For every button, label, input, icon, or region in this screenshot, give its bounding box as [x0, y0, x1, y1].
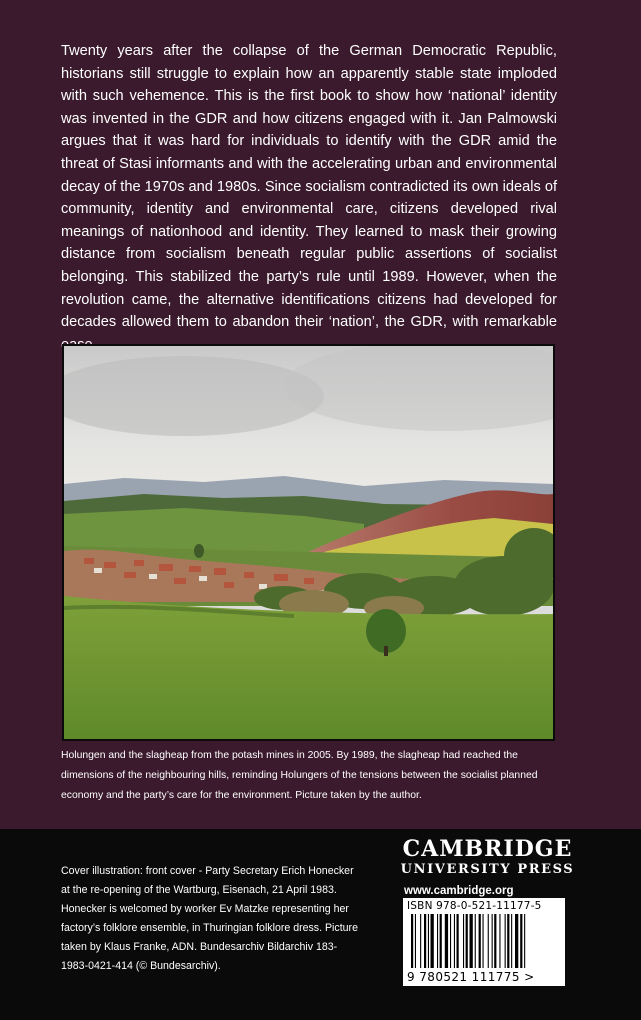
barcode-bar [511, 914, 512, 968]
barcode-bar [445, 914, 448, 968]
barcode-bar [507, 914, 509, 968]
barcode-bar [450, 914, 451, 968]
barcode-bar [520, 914, 522, 968]
barcode [403, 898, 565, 986]
barcode-bar [492, 914, 493, 968]
barcode-bar [524, 914, 525, 968]
barcode-bar [454, 914, 455, 968]
cover-illustration-credits: Cover illustration: front cover - Party Secretary Erich Honecker at the re-opening of the Wartburg, Eisenach, 21 April 1983. Honecker is welcomed by worker Ev Matzke representing her factory’s folklore ensemble, in Thuringian folklore dress. Picture taken by Klaus Franke, ADN. Bundesarchiv Bildarchiv 183-1983-0421-414 (© Bundesarchiv). [61, 865, 358, 972]
publisher-subtitle: UNIVERSITY PRESS [400, 862, 575, 877]
barcode-bar [488, 914, 489, 968]
barcode-bar [515, 914, 518, 968]
barcode-bar [424, 914, 426, 968]
barcode-bar [428, 914, 429, 968]
isbn-label: ISBN 978-0-521-11177-5 [407, 900, 542, 912]
barcode-bar [475, 914, 476, 968]
publisher-url: www.cambridge.org [404, 885, 514, 897]
barcode-bar [437, 914, 438, 968]
barcode-bar [499, 914, 500, 968]
publisher-name: CAMBRIDGE [402, 836, 573, 862]
barcode-bar [479, 914, 481, 968]
barcode-bar [440, 914, 442, 968]
barcode-bar [457, 914, 459, 968]
barcode-bars [409, 914, 559, 968]
barcode-bar [420, 914, 421, 968]
barcode-bar [411, 914, 413, 968]
barcode-bar [505, 914, 506, 968]
barcode-bar [470, 914, 473, 968]
landscape-photo [62, 344, 555, 741]
publisher-logo [400, 837, 575, 900]
barcode-bar [463, 914, 464, 968]
barcode-bar [415, 914, 416, 968]
photo-caption: Holungen and the slagheap from the potash mines in 2005. By 1989, the slagheap had reached the dimensions of the neighbouring hills, reminding Holungers of the tensions between the socialist planned economy and the party’s care for the environment. Picture taken by the author. [61, 750, 538, 801]
barcode-bar [466, 914, 468, 968]
barcode-bar [431, 914, 434, 968]
back-cover-blurb: Twenty years after the collapse of the German Democratic Republic, historians still struggle to explain how an apparently stable state imploded with such vehemence. This is the first book to show how ‘national’ identity was invented in the GDR and how citizens engaged with it. Jan Palmowski argues that it was hard for individuals to identify with the GDR amid the threat of Stasi informants and with the accelerating urban and environmental decay of the 1970s and 1980s. Since socialism contradicted its own ideals of community, identity and environmental care, citizens developed rival meanings of nationhood and identity. They learned to mask their growing distance from socialism beneath regular public assertions of socialist belonging. This stabilized the party’s rule until 1989. However, when the revolution came, the alternative identifications citizens had developed for decades allowed them to abandon their ‘nation’, the GDR, with remarkable [61, 43, 557, 331]
barcode-digits: 9 780521 111775 > [407, 970, 535, 984]
barcode-bar [483, 914, 484, 968]
barcode-bar [494, 914, 496, 968]
footer-band [0, 829, 641, 1020]
